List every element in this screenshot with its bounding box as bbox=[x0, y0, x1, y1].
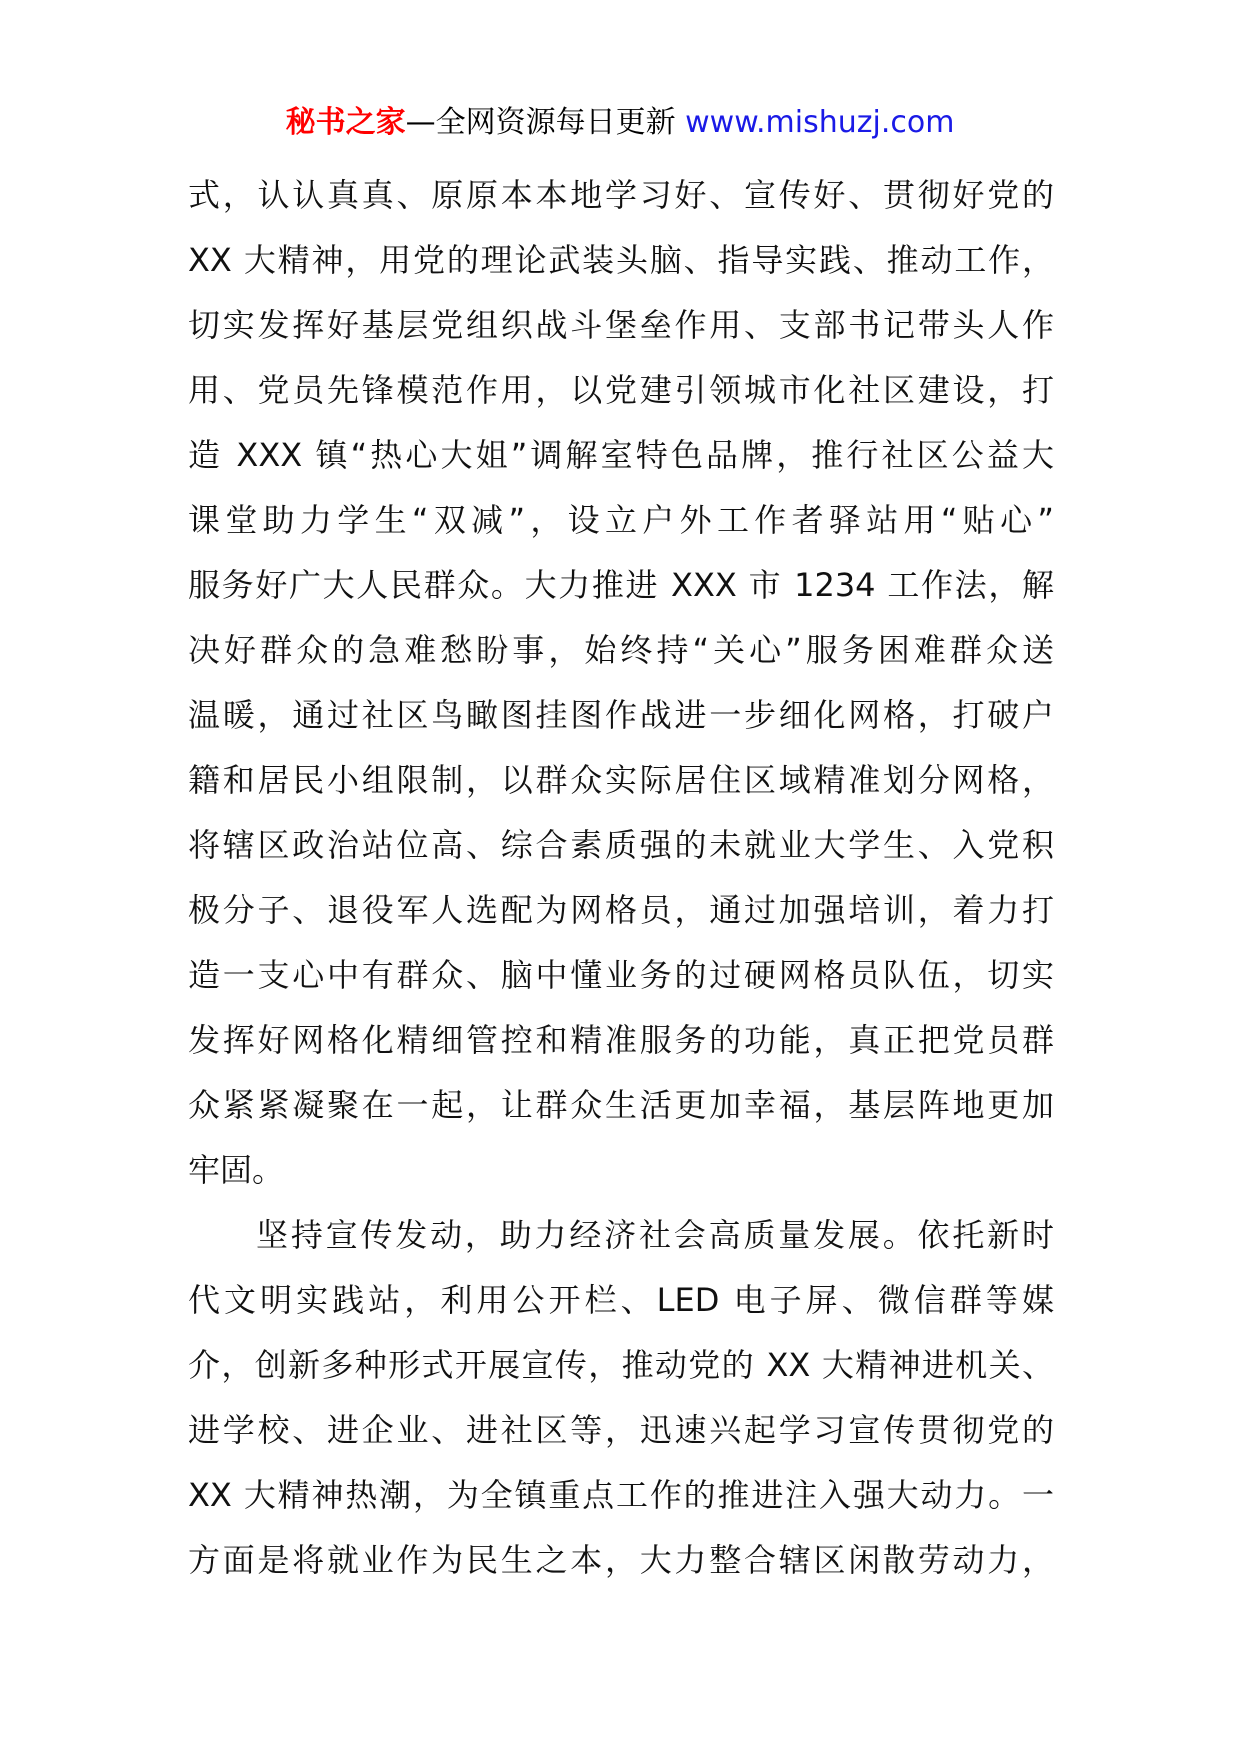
header-tagline: —全网资源每日更新 bbox=[405, 105, 676, 140]
body-text bbox=[188, 163, 1054, 1593]
text-line: 代文明实践站，利用公开栏、LED 电子屏、微信群等媒 bbox=[188, 1281, 1054, 1319]
text-line: 温暖，通过社区鸟瞰图挂图作战进一步细化网格，打破户 bbox=[188, 696, 1054, 734]
text-line: 决好群众的急难愁盼事，始终持“关心”服务困难群众送 bbox=[188, 631, 1054, 669]
text-line: XX 大精神热潮，为全镇重点工作的推进注入强大动力。一 bbox=[188, 1476, 1054, 1514]
brand-name: 秘书之家 bbox=[285, 105, 406, 140]
site-header bbox=[0, 100, 1240, 146]
text-line: XX 大精神，用党的理论武装头脑、指导实践、推动工作， bbox=[188, 241, 1054, 279]
text-line: 将辖区政治站位高、综合素质强的未就业大学生、入党积 bbox=[188, 826, 1054, 864]
text-line: 造一支心中有群众、脑中懂业务的过硬网格员队伍，切实 bbox=[188, 956, 1054, 994]
text-line: 式，认认真真、原原本本地学习好、宣传好、贯彻好党的 bbox=[188, 176, 1054, 214]
text-line: 发挥好网格化精细管控和精准服务的功能，真正把党员群 bbox=[188, 1021, 1054, 1059]
text-line: 介，创新多种形式开展宣传，推动党的 XX 大精神进机关、 bbox=[188, 1346, 1054, 1384]
text-line: 极分子、退役军人选配为网格员，通过加强培训，着力打 bbox=[188, 891, 1054, 929]
text-line: 切实发挥好基层党组织战斗堡垒作用、支部书记带头人作 bbox=[188, 306, 1054, 344]
text-line: 籍和居民小组限制，以群众实际居住区域精准划分网格， bbox=[188, 761, 1054, 799]
text-line-paragraph-end: 牢固。 bbox=[188, 1151, 285, 1189]
text-line: 服务好广大人民群众。大力推进 XXX 市 1234 工作法，解 bbox=[188, 566, 1054, 604]
paragraph-lead-line: 坚持宣传发动，助力经济社会高质量发展。依托新时 bbox=[256, 1216, 1054, 1254]
text-line: 造 XXX 镇“热心大姐”调解室特色品牌，推行社区公益大 bbox=[188, 436, 1054, 474]
text-line: 进学校、进企业、进社区等，迅速兴起学习宣传贯彻党的 bbox=[188, 1411, 1054, 1449]
text-line: 众紧紧凝聚在一起，让群众生活更加幸福，基层阵地更加 bbox=[188, 1086, 1054, 1124]
text-line: 课堂助力学生“双减”，设立户外工作者驿站用“贴心” bbox=[188, 501, 1054, 539]
site-url-link[interactable]: www.mishuzj.com bbox=[685, 105, 955, 140]
text-line: 用、党员先锋模范作用，以党建引领城市化社区建设，打 bbox=[188, 371, 1054, 409]
text-line: 方面是将就业作为民生之本，大力整合辖区闲散劳动力， bbox=[188, 1541, 1054, 1579]
